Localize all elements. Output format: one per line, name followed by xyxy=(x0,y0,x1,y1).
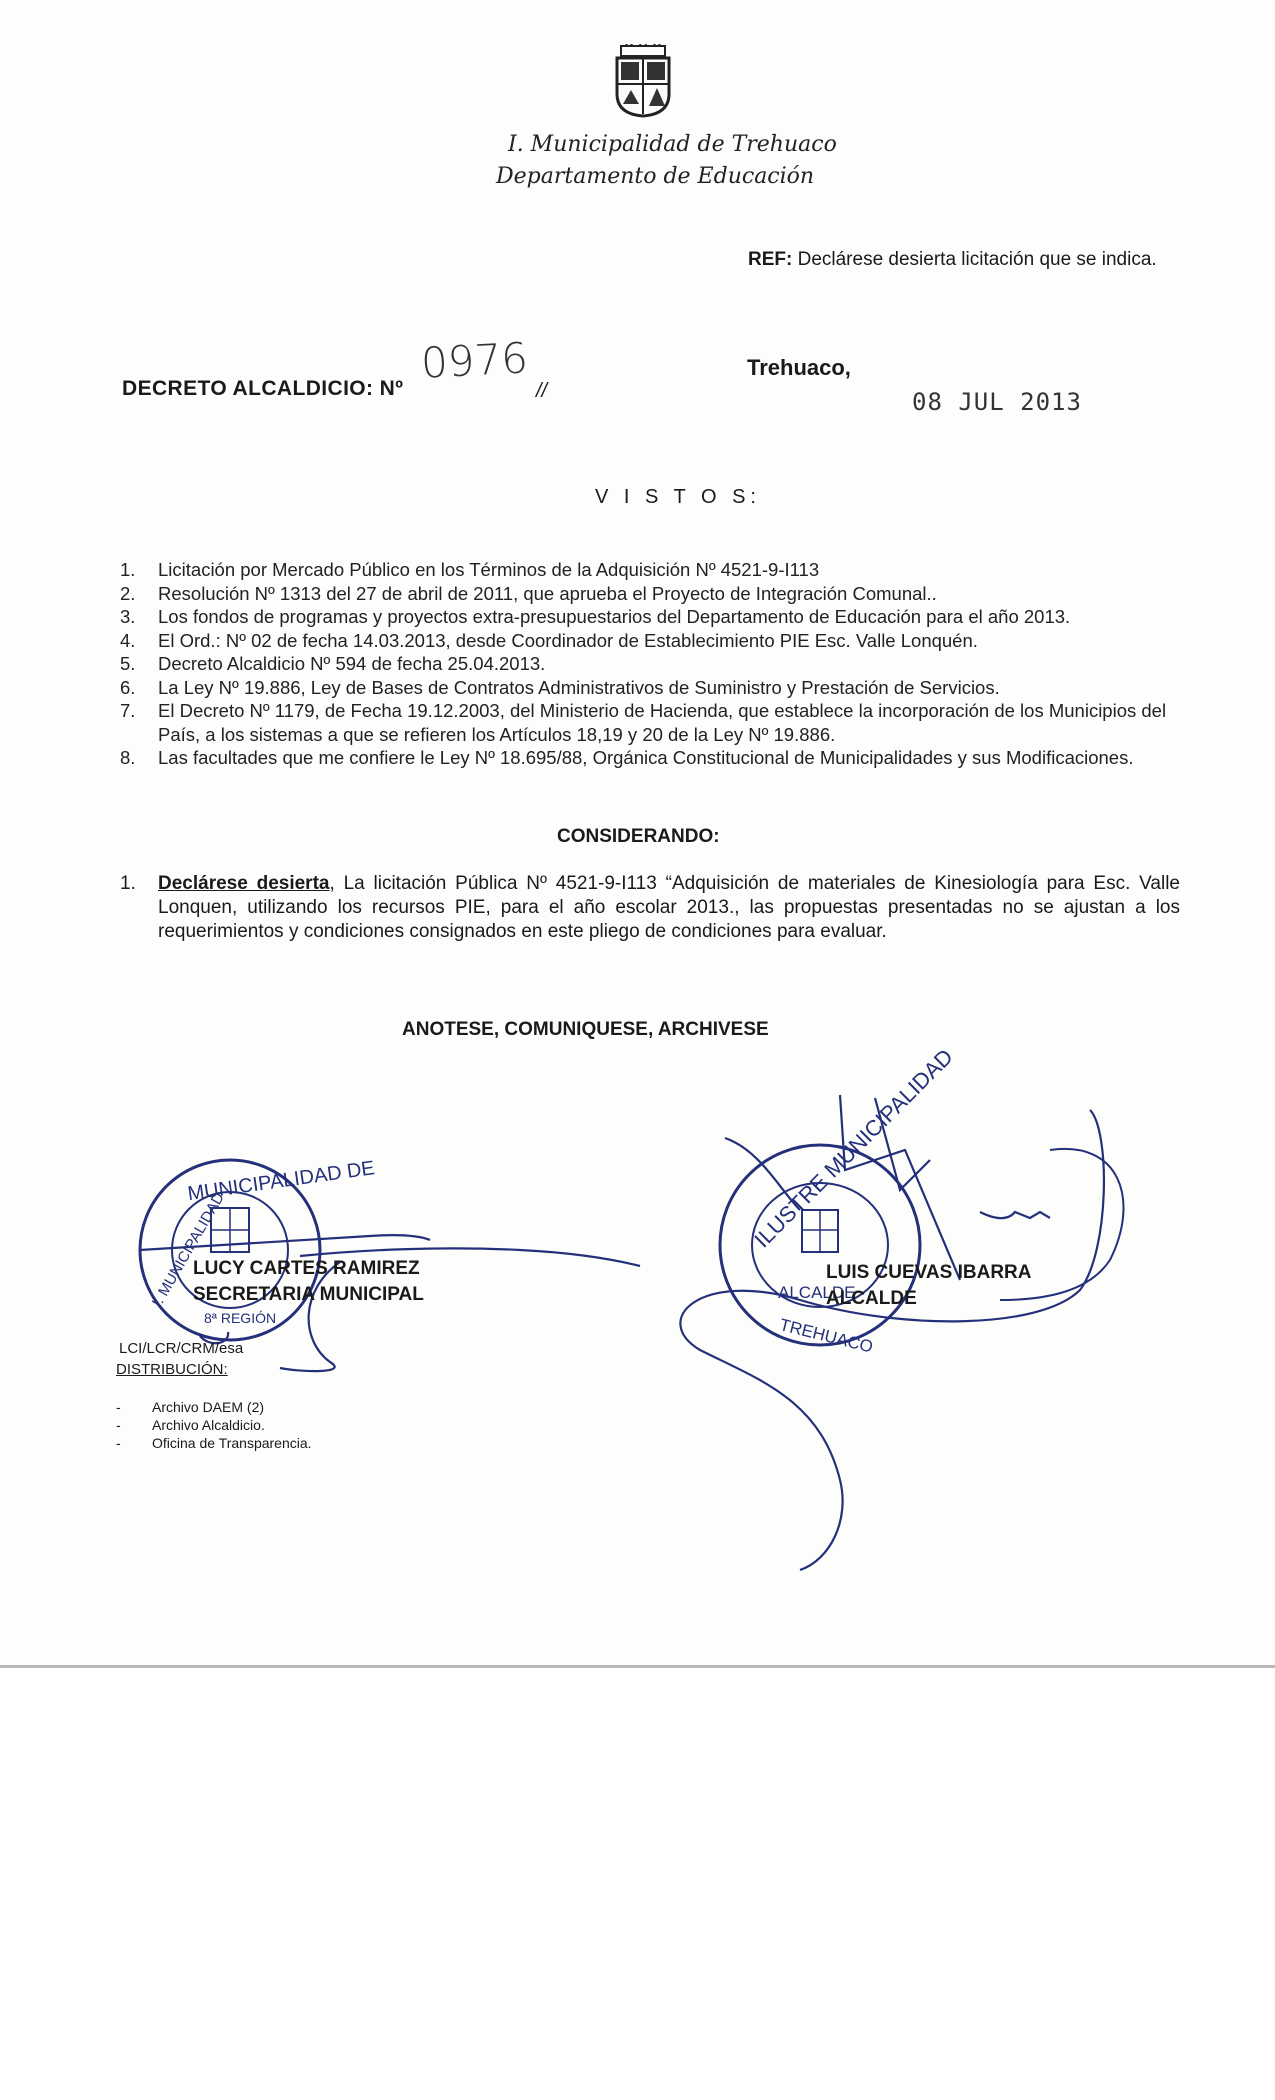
left-seal-side-text: I. MUNICIPALIDAD xyxy=(148,1189,228,1310)
considerando-item xyxy=(120,872,1180,944)
considerando-heading: CONSIDERANDO: xyxy=(557,826,720,847)
considerando-number: 1. xyxy=(120,873,136,894)
right-signer-title: ALCALDE xyxy=(826,1288,917,1309)
right-signature xyxy=(680,1095,1104,1570)
considerando-text: , La licitación Pública Nº 4521-9-I113 “Adquisición de materiales de Kinesiología para Esc. Valle Lonquen, utilizando los recursos PIE, para el año escolar 2013., las propuestas presentadas no se ajustan a los requerimientos y condiciones consignados en este pliego de condiciones para evaluar. xyxy=(158,873,1180,942)
considerando-lead: Declárese desierta xyxy=(158,873,330,894)
right-seal-bottom-text: TREHUACO xyxy=(777,1315,875,1357)
vistos-item: 4. El Ord.: Nº 02 de fecha 14.03.2013, desde Coordinador de Establecimiento PIE Esc. Valle Lonquén. xyxy=(120,629,978,651)
reference-block xyxy=(748,248,1168,272)
distribution-item: - Oficina de Transparencia. xyxy=(116,1434,312,1452)
right-signer-name: LUIS CUEVAS IBARRA xyxy=(826,1262,1032,1283)
vistos-item: 3. Los fondos de programas y proyectos extra-presupuestarios del Departamento de Educación para el año 2013. xyxy=(120,606,1071,627)
vistos-item: 2. Resolución Nº 1313 del 27 de abril de 2011, que aprueba el Proyecto de Integración Comunal.. xyxy=(120,582,937,604)
author-initials: LCI/LCR/CRM/esa xyxy=(119,1340,244,1357)
vistos-item: 1. Licitación por Mercado Público en los Términos de la Adquisición Nº 4521-9-I113 xyxy=(120,559,820,580)
decree-suffix: // xyxy=(536,380,548,402)
left-signer-title: SECRETARIA MUNICIPAL xyxy=(193,1284,424,1305)
distribution-item: - Archivo DAEM (2) xyxy=(116,1398,312,1416)
vistos-heading: V I S T O S: xyxy=(595,486,761,508)
left-seal-bottom-text: 8ª REGIÓN xyxy=(204,1310,277,1326)
date-stamp: 08 JUL 2013 xyxy=(912,388,1082,416)
vistos-item: 8. Las facultades que me confiere le Ley Nº 18.695/88, Orgánica Constitucional de Municipalidades y sus Modificaciones. xyxy=(120,747,1134,768)
left-signature-block xyxy=(193,1256,424,1308)
right-seal-middle-text: ALCALDE xyxy=(778,1283,856,1302)
right-seal-arc-text: ILUSTRE MUNICIPALIDAD xyxy=(749,1044,958,1253)
ref-text: Declárese desierta licitación que se indica. xyxy=(797,249,1157,270)
left-seal xyxy=(140,1160,320,1340)
vistos-item: 7. El Decreto Nº 1179, de Fecha 19.12.2003, del Ministerio de Hacienda, que establece la incorporación de los Municipios del País, a los sistemas a que se refieren los Artículos 18,19 y 20 de la Ley Nº 19.886. xyxy=(120,700,1167,745)
distribution-list xyxy=(116,1398,312,1452)
left-seal-top-text: MUNICIPALIDAD DE xyxy=(186,1157,377,1206)
left-signer-name: LUCY CARTES RAMIREZ xyxy=(193,1258,420,1279)
municipality-name: I. Municipalidad de Trehuaco xyxy=(508,132,837,157)
right-signature-block xyxy=(826,1260,1032,1312)
decree-label: DECRETO ALCALDICIO: Nº xyxy=(122,377,404,400)
decree-number: 0976 xyxy=(419,333,530,388)
right-seal xyxy=(720,1145,920,1345)
closing-formula: ANOTESE, COMUNIQUESE, ARCHIVESE xyxy=(402,1019,769,1040)
vistos-item: 5. Decreto Alcaldicio Nº 594 de fecha 25.04.2013. xyxy=(120,653,546,674)
ref-label: REF: xyxy=(748,249,793,270)
distribution-heading: DISTRIBUCIÓN: xyxy=(116,1361,228,1378)
municipal-coat-of-arms xyxy=(611,44,675,118)
distribution-item: - Archivo Alcaldicio. xyxy=(116,1416,312,1434)
blank-margin xyxy=(0,1668,1275,2100)
vistos-list xyxy=(120,558,1180,770)
department-name: Departamento de Educación xyxy=(496,164,815,189)
place: Trehuaco, xyxy=(747,355,851,380)
vistos-item: 6. La Ley Nº 19.886, Ley de Bases de Contratos Administrativos de Suministro y Prestación de Servicios. xyxy=(120,676,1000,698)
